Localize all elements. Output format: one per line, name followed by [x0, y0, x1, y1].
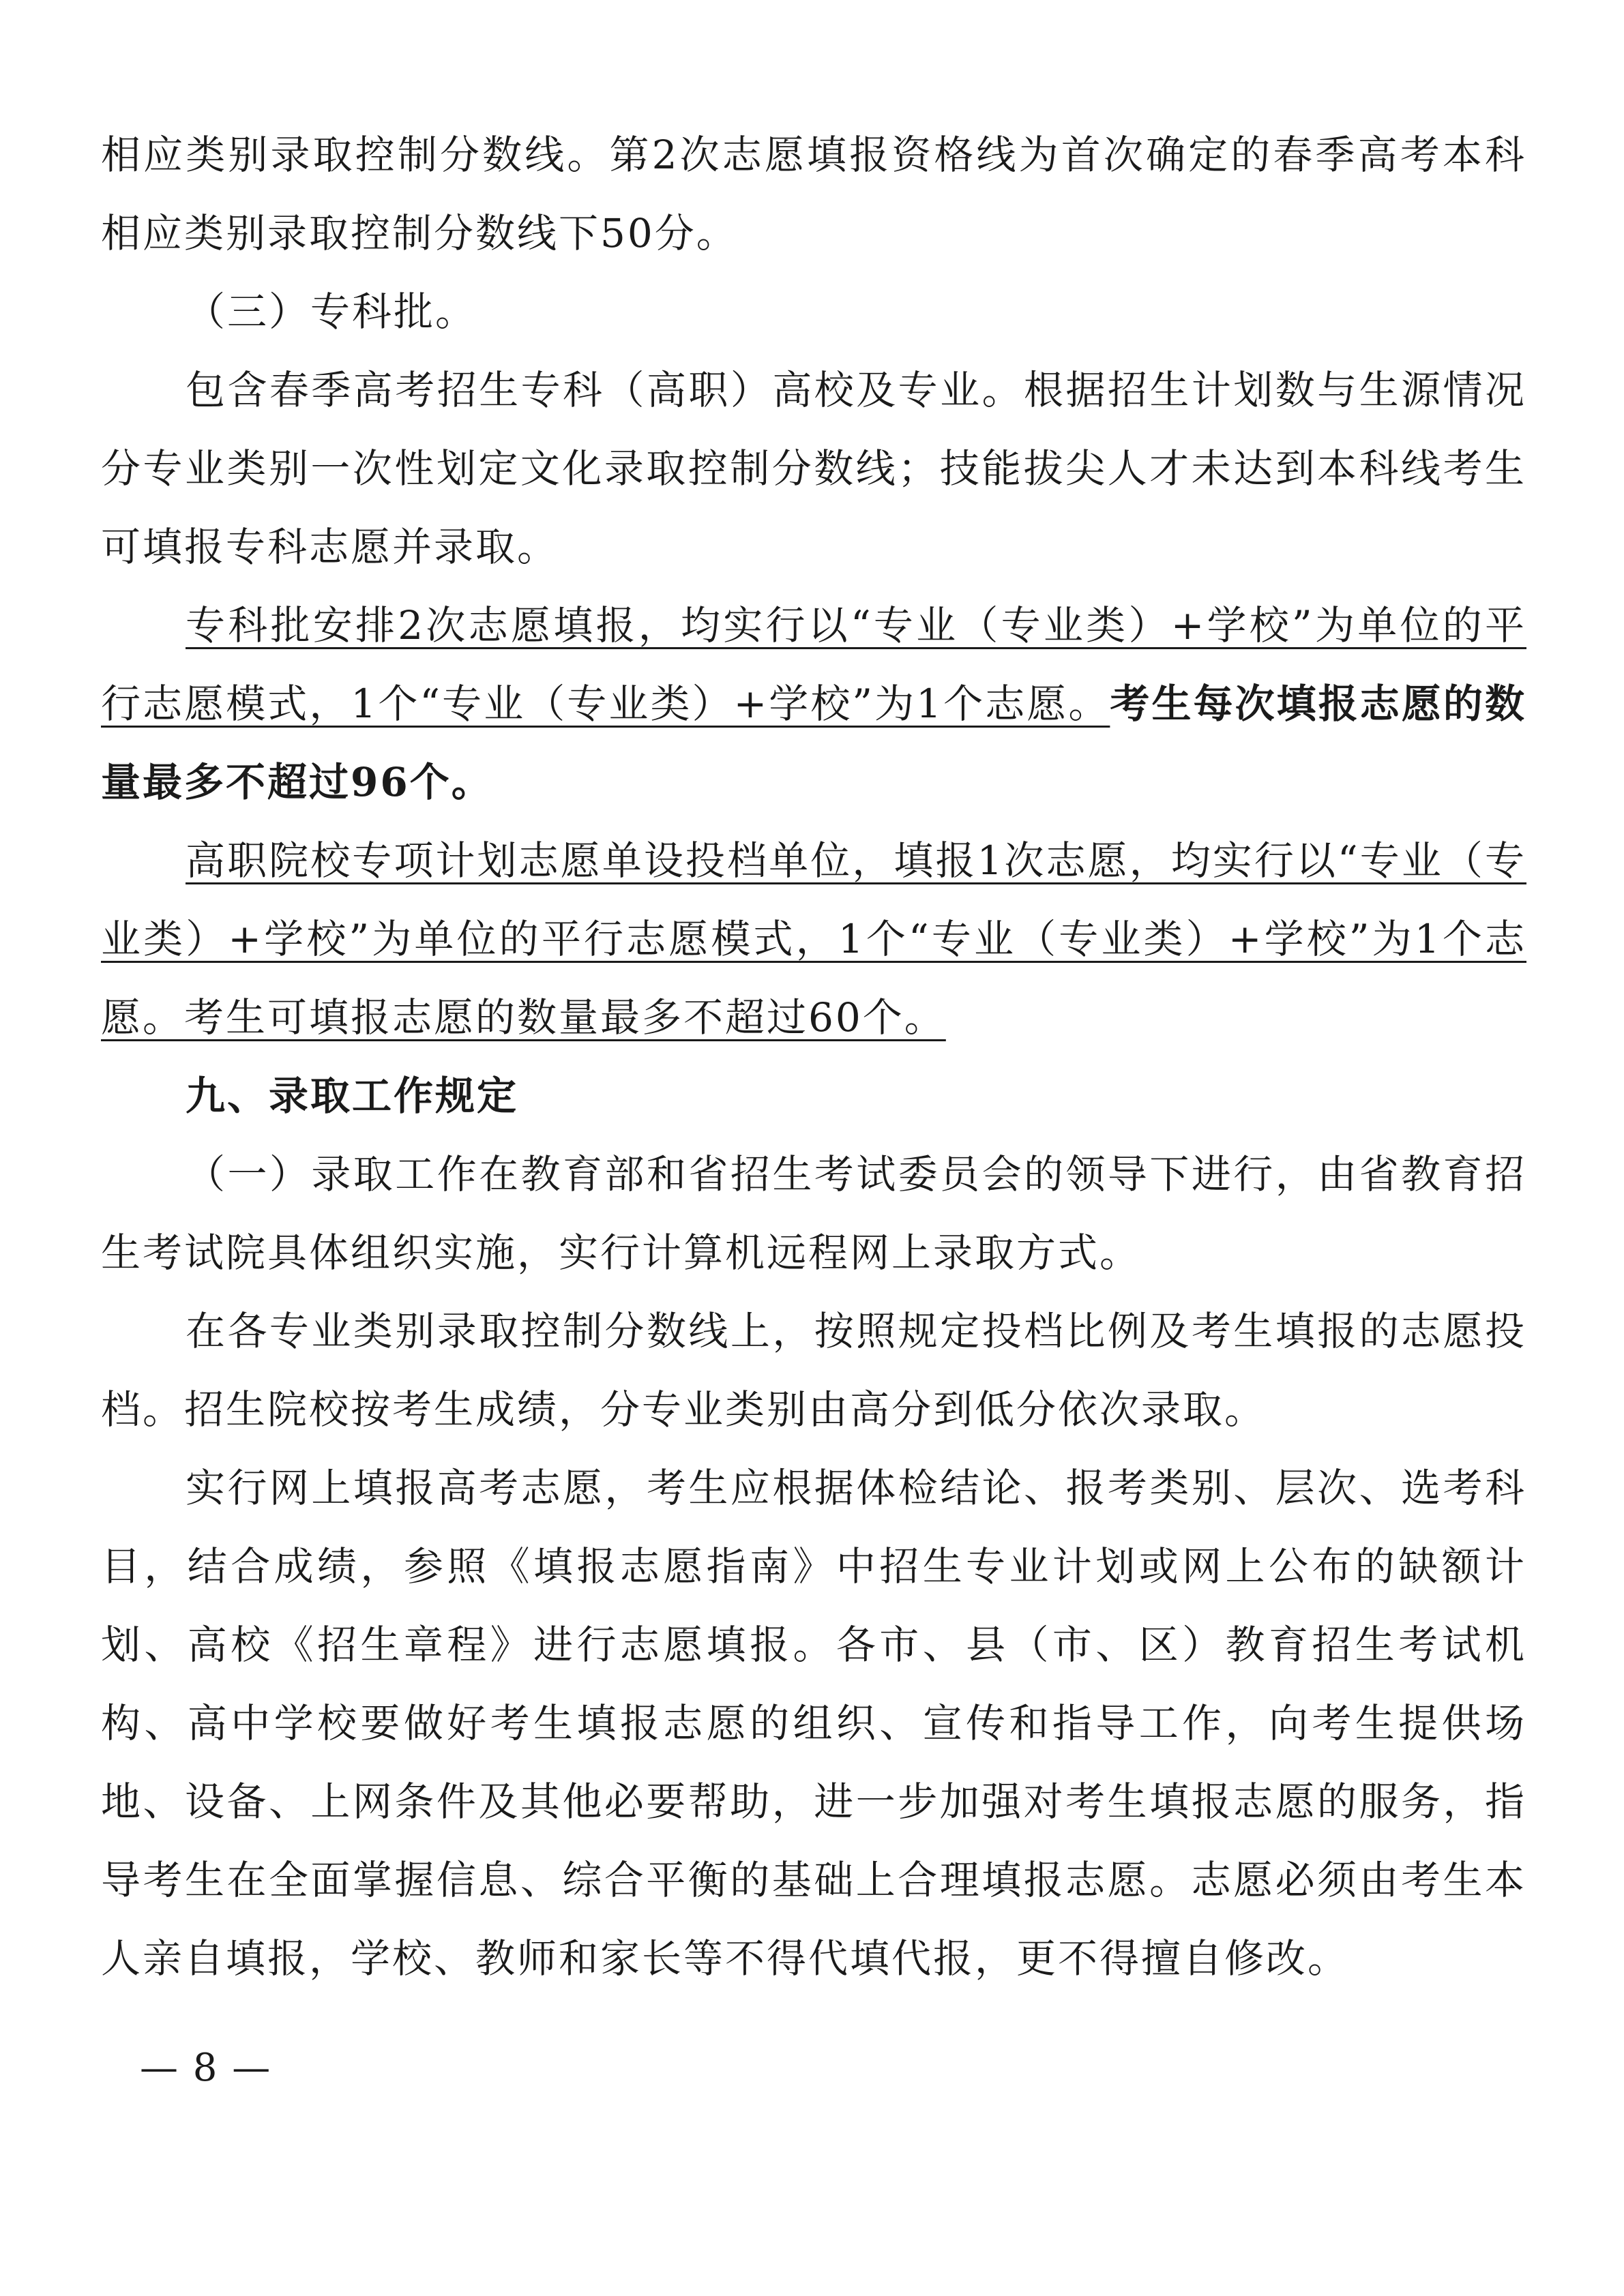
underlined-special-plan-text: 高职院校专项计划志愿单设投档单位，填报1次志愿，均实行以“专业（专业类）+学校”为单位的平行志愿模式，1个“专业（专业类）+学校”为1个志愿。考生可填报志愿的数量最多不超过60个。 [101, 837, 1526, 1041]
section-heading-admission-rules: 九、录取工作规定 [186, 1073, 519, 1119]
paragraph-admission-organization: （一）录取工作在教育部和省招生考试委员会的领导下进行，由省教育招生考试院具体组织实施，实行计算机远程网上录取方式。 [101, 1151, 1526, 1276]
paragraph-admission-filing: 在各专业类别录取控制分数线上，按照规定投档比例及考生填报的志愿投档。招生院校按考生成绩，分专业类别由高分到低分依次录取。 [101, 1308, 1526, 1433]
paragraph-vocational-special-plan [101, 822, 1526, 1057]
bold-limit-text: 考生每次填报志愿的数量最多不超过96个。 [101, 681, 1526, 805]
document-body [101, 116, 1526, 1998]
paragraph-specialty-volunteer-rules [101, 586, 1526, 822]
paragraph-continuation: 相应类别录取控制分数线。第2次志愿填报资格线为首次确定的春季高考本科相应类别录取控制分数线下50分。 [101, 132, 1526, 256]
paragraph-specialty-scope: 包含春季高考招生专科（高职）高校及专业。根据招生计划数与生源情况分专业类别一次性划定文化录取控制分数线；技能拔尖人才未达到本科线考生可填报专科志愿并录取。 [101, 367, 1526, 570]
page-number: — 8 — [140, 2046, 272, 2090]
paragraph-online-application: 实行网上填报高考志愿，考生应根据体检结论、报考类别、层次、选考科目，结合成绩，参照《填报志愿指南》中招生专业计划或网上公布的缺额计划、高校《招生章程》进行志愿填报。各市、县（市、区）教育招生考试机构、高中学校要做好考生填报志愿的组织、宣传和指导工作，向考生提供场地、设备、上网条件及其他必要帮助，进一步加强对考生填报志愿的服务，指导考生在全面掌握信息、综合平衡的基础上合理填报志愿。志愿必须由考生本人亲自填报，学校、教师和家长等不得代填代报，更不得擅自修改。 [101, 1465, 1526, 1982]
section-heading-specialty-batch: （三）专科批。 [186, 288, 477, 335]
underlined-rule-text: 专科批安排2次志愿填报，均实行以“专业（专业类）+学校”为单位的平行志愿模式，1个“专业（专业类）+学校”为1个志愿。 [101, 602, 1526, 727]
